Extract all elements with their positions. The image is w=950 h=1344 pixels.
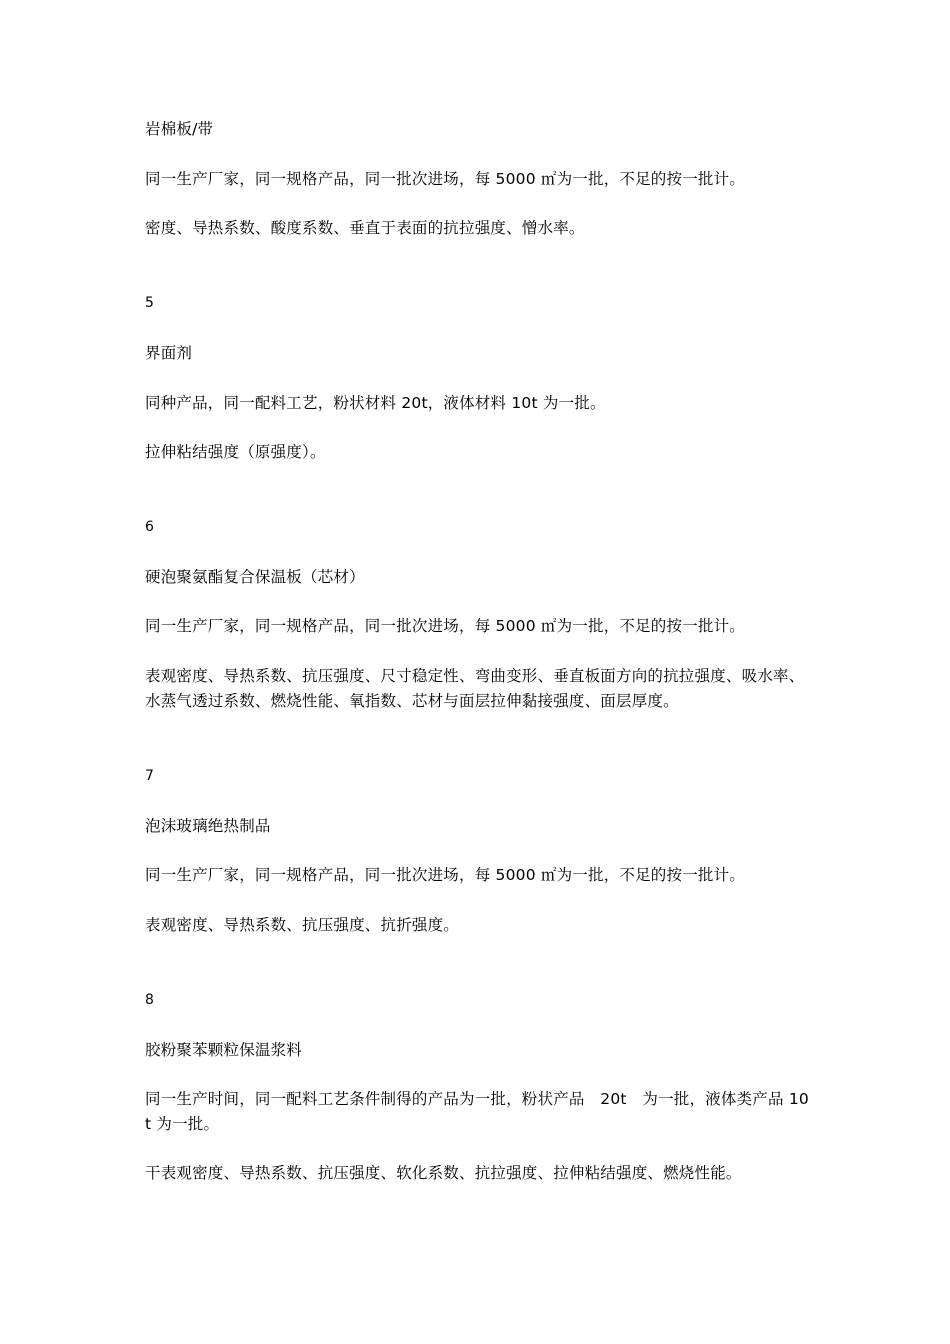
section-name: 泡沫玻璃绝热制品 <box>145 817 271 835</box>
section-number: 8 <box>145 992 155 1008</box>
section-batch-rule: 同一生产时间，同一配料工艺条件制得的产品为一批，粉状产品 20t 为一批，液体类产品 10t 为一批。 <box>145 1090 809 1133</box>
section-batch-rule: 同一生产厂家，同一规格产品，同一批次进场，每 5000 ㎡为一批，不足的按一批计。 <box>145 170 746 188</box>
section-name: 硬泡聚氨酯复合保温板（芯材） <box>145 568 365 586</box>
section-batch-rule: 同种产品，同一配料工艺，粉状材料 20t，液体材料 10t 为一批。 <box>145 394 606 412</box>
section-number: 7 <box>145 768 155 784</box>
section-test-items: 表观密度、导热系数、抗压强度、尺寸稳定性、弯曲变形、垂直板面方向的抗拉强度、吸水率、水蒸气透过系数、燃烧性能、氧指数、芯材与面层拉伸黏接强度、面层厚度。 <box>145 667 805 710</box>
section-number: 5 <box>145 295 155 311</box>
section-name: 胶粉聚苯颗粒保温浆料 <box>145 1041 303 1059</box>
section-test-items: 表观密度、导热系数、抗压强度、抗折强度。 <box>145 916 460 934</box>
section-test-items: 拉伸粘结强度（原强度）。 <box>145 443 326 461</box>
section-name: 界面剂 <box>145 344 193 362</box>
section-test-items: 密度、导热系数、酸度系数、垂直于表面的抗拉强度、憎水率。 <box>145 219 585 237</box>
section-number: 6 <box>145 519 155 535</box>
section-batch-rule: 同一生产厂家，同一规格产品，同一批次进场，每 5000 ㎡为一批，不足的按一批计。 <box>145 866 746 884</box>
section-name: 岩棉板/带 <box>145 120 214 138</box>
section-test-items: 干表观密度、导热系数、抗压强度、软化系数、抗拉强度、拉伸粘结强度、燃烧性能。 <box>145 1164 742 1182</box>
section-batch-rule: 同一生产厂家，同一规格产品，同一批次进场，每 5000 ㎡为一批，不足的按一批计。 <box>145 617 746 635</box>
